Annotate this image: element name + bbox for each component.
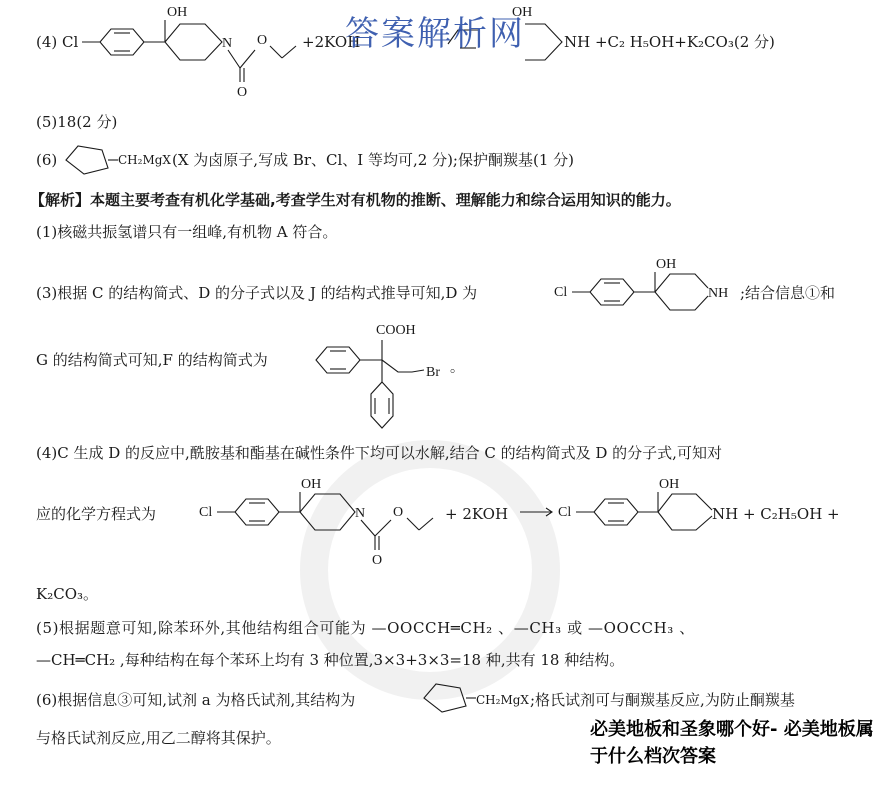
answer-4-o: O (257, 33, 268, 48)
overlay-caption: 必美地板和圣象哪个好- 必美地板属于什么档次答案 (590, 716, 875, 770)
analysis-p4-koh: + 2KOH (445, 505, 509, 523)
analysis-p4-a: (4)C 生成 D 的反应中,酰胺基和酯基在碱性条件下均可以水解,结合 C 的结构简式及 D 的分子式,可知对 (36, 444, 722, 462)
p3-end: 。 (450, 361, 464, 376)
answer-4-product-oh: OH (512, 5, 533, 20)
analysis-p3-a: (3)根据 C 的结构简式、D 的分子式以及 J 的结构式推导可知,D 为 (36, 284, 478, 302)
answer-4-oh: OH (167, 5, 188, 20)
p4-cl2: Cl (558, 505, 572, 520)
site-watermark: 答案解析网 (345, 14, 525, 54)
reactant-structure (195, 470, 485, 570)
answer-6-prefix: (6) (36, 151, 58, 169)
analysis-p3-b: ;结合信息①和 (740, 284, 836, 302)
analysis-p5-b: —CH═CH₂ ,每种结构在每个苯环上均有 3 种位置,3×3+3×3=18 种,共有 18 种结构。 (36, 651, 625, 669)
answer-4-carbonyl-o: O (237, 85, 248, 100)
answer-4-reagent: +2KOH (302, 33, 361, 51)
answer-4-label: (4) Cl (36, 33, 79, 51)
analysis-p4-tail: NH + C₂H₅OH + (712, 505, 840, 523)
compound-f-structure (312, 318, 482, 438)
answer-4-products: NH +C₂ H₅OH+K₂CO₃(2 分) (564, 33, 775, 51)
p3-oh: OH (656, 257, 677, 272)
p3-cl: Cl (554, 285, 568, 300)
p4-n: N (355, 506, 366, 521)
analysis-p1: (1)核磁共振氢谱只有一组峰,有机物 A 符合。 (36, 223, 338, 241)
answer-6-text: (X 为卤原子,写成 Br、Cl、I 等均可,2 分);保护酮羰基(1 分) (172, 151, 574, 169)
reaction-arrow-and-product (516, 470, 726, 540)
p3-nh: NH (708, 286, 729, 301)
p3-br: Br (426, 365, 440, 380)
cyclopentyl-ring-icon-2 (420, 678, 480, 718)
analysis-p4-b: 应的化学方程式为 (36, 505, 157, 523)
analysis-p3-c: G 的结构简式可知,F 的结构简式为 (36, 351, 268, 369)
analysis-p6-b: ;格氏试剂可与酮羰基反应,为防止酮羰基 (530, 691, 795, 709)
p4-o2: O (372, 553, 383, 568)
cyclopentyl-ring-icon (62, 140, 122, 180)
p4-oh1: OH (301, 477, 322, 492)
p3-cooh: COOH (376, 323, 416, 338)
compound-d-structure (550, 250, 729, 320)
analysis-p4-c: K₂CO₃。 (36, 585, 99, 603)
p4-o1: O (393, 505, 404, 520)
p4-cl1: Cl (199, 505, 213, 520)
answer-4-n: N (222, 36, 233, 51)
answer-6-reagent: CH₂MgX (118, 153, 171, 167)
analysis-p6-a: (6)根据信息③可知,试剂 a 为格氏试剂,其结构为 (36, 691, 356, 709)
answer-5: (5)18(2 分) (36, 113, 118, 131)
analysis-p6-reagent: CH₂MgX (476, 693, 529, 707)
p4-oh2: OH (659, 477, 680, 492)
analysis-p6-c: 与格氏试剂反应,用乙二醇将其保护。 (36, 729, 281, 747)
analysis-p5-a: (5)根据题意可知,除苯环外,其他结构组合可能为 —OOCCH═CH₂ 、—CH₃ 或 —OOCCH₃ 、 (36, 619, 695, 637)
analysis-heading: 【解析】本题主要考查有机化学基础,考查学生对有机物的推断、理解能力和综合运用知识的能力。 (30, 191, 681, 209)
